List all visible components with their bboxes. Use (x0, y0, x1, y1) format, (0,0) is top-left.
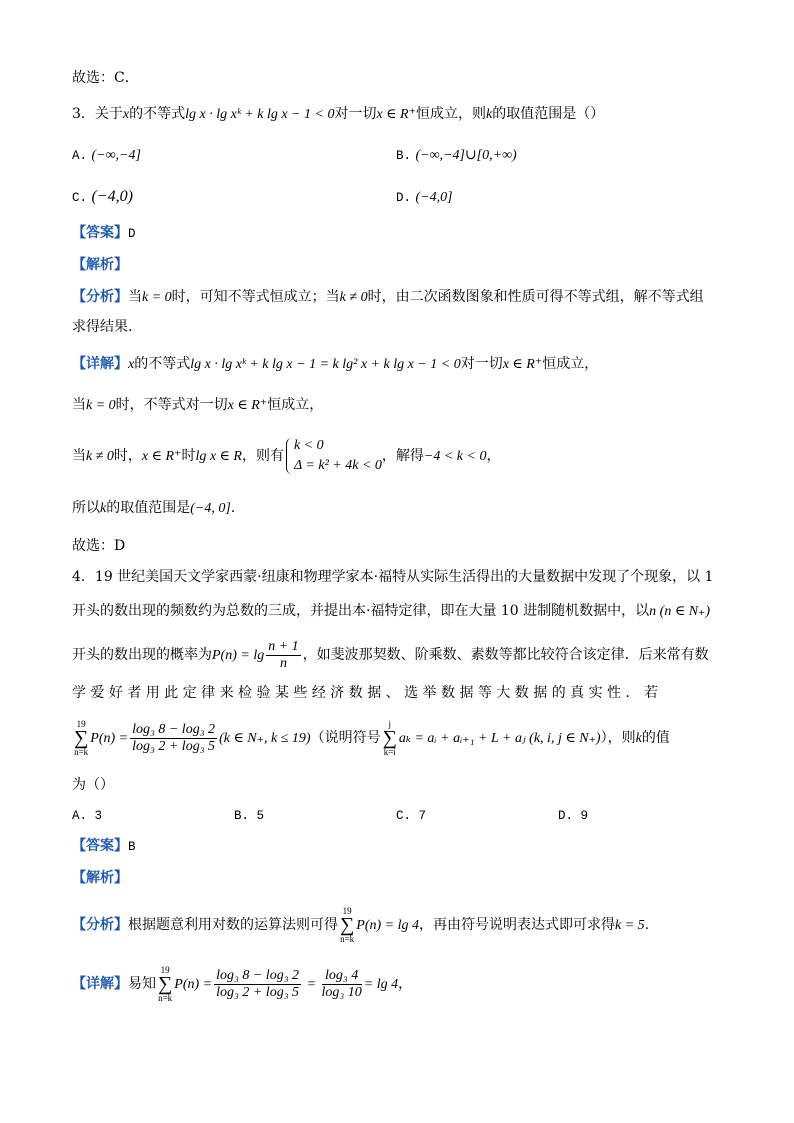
option-value: 7 (418, 809, 427, 823)
sum-lower: n=k (158, 993, 173, 1003)
q4-stem-line2 (72, 601, 710, 622)
math-expression: lg x · lg xᵏ + k lg x − 1 = k lg² x + k lg x − 1 < 0 (190, 357, 461, 372)
text: 的不等式 (134, 356, 191, 372)
fenxi-tag: 【分析】 (72, 917, 128, 933)
text: 当 (72, 448, 86, 464)
q3-option-d (396, 187, 453, 208)
math-n: n (n ∈ N₊) (649, 604, 711, 619)
summation (158, 965, 172, 1003)
text: 时，可知不等式恒成立；当 (171, 289, 340, 305)
option-letter: C. (72, 191, 88, 205)
math-expression: P(n) = lg 4 (356, 918, 419, 933)
inequality-system (284, 436, 382, 476)
math-set: x ∈ R⁺ (141, 449, 182, 464)
text: 对一切 (460, 356, 503, 372)
option-letter: B. (234, 809, 250, 823)
q3-stem (72, 104, 604, 125)
answer-value: B (128, 840, 136, 854)
option-letter: D. (396, 191, 412, 205)
sum-lower: n=k (340, 934, 355, 944)
numerator: log₃ 8 − log₃ 2 (132, 721, 216, 737)
summation (74, 719, 88, 757)
q3-stem-mid1: 的不等式 (129, 106, 186, 122)
text: . (230, 500, 236, 516)
q3-fenxi-line2: 求得结果. (72, 319, 133, 335)
math-k-zero: k = 0 (86, 398, 116, 413)
option-letter: C. (396, 809, 412, 823)
q3-option-c (72, 187, 133, 208)
math-k-zero: k = 0 (142, 290, 172, 305)
denominator: n (279, 655, 287, 671)
fraction (322, 968, 362, 1001)
option-letter: B. (396, 149, 412, 163)
q3-fenxi-line1 (72, 287, 704, 308)
q3-stem-end: 的取值范围是（） (492, 106, 605, 122)
q4-stem-line4: 学 爱 好 者 用 此 定 律 来 检 验 某 些 经 济 数 据 、 选 举 数 据 等 大 数 据 的 真 实 性 ． 若 (72, 685, 658, 701)
q4-fenxi (72, 900, 649, 951)
text: 当 (72, 397, 86, 413)
fenxi-tag: 【分析】 (72, 289, 128, 305)
q4-option-c (396, 806, 426, 826)
sum-upper: 19 (160, 965, 170, 975)
q3-stem-prefix: 3．关于 (72, 106, 123, 122)
math-set: x ∈ R⁺ (227, 398, 268, 413)
q3-stem-suffix: 恒成立，则 (415, 106, 486, 122)
sum-lower: k=i (383, 747, 396, 757)
sum-upper: 19 (342, 906, 352, 916)
analysis-tag: 【解析】 (72, 870, 128, 886)
denominator: log₃ 10 (321, 984, 362, 1000)
numerator: log₃ 4 (322, 968, 362, 985)
text: 时 (181, 448, 196, 464)
denominator: log₃ 2 + log₃ 5 (216, 984, 300, 1000)
numerator: log₃ 8 − log₃ 2 (216, 967, 300, 983)
summation (383, 719, 397, 757)
math-lg: lg x ∈ R (195, 449, 242, 464)
sigma-icon: ∑ (382, 727, 397, 749)
sigma-icon: ∑ (340, 914, 355, 936)
q3-stem-mid2: 对一切 (334, 106, 377, 122)
sum-upper: j (388, 719, 391, 729)
text: 开头的数出现的频数约为总数的三成，并提出本·福特定律，即在大量 10 进制随机数据中，以 (72, 603, 650, 619)
q4-option-d (558, 806, 588, 826)
option-value: 9 (580, 809, 589, 823)
q3-xiangjie-line2 (72, 395, 323, 416)
case-1: k < 0 (293, 438, 324, 453)
option-value: 5 (256, 809, 265, 823)
text: 恒成立， (267, 397, 324, 413)
q4-option-b (234, 806, 264, 826)
option-value: (−∞,−4]∪[0,+∞) (415, 148, 517, 163)
math-range: (−4, 0] (190, 501, 231, 516)
option-value: (−∞,−4] (91, 148, 141, 163)
math-condition: (k ∈ N₊, k ≤ 19) (219, 731, 311, 746)
math-term: P(n) = (90, 731, 129, 746)
q3-option-b (396, 145, 517, 166)
fraction (266, 639, 300, 672)
math-result: = lg 4 (363, 977, 399, 992)
text: 当 (128, 289, 142, 305)
math-x: x (128, 357, 135, 372)
math-solution: −4 < k < 0 (423, 449, 487, 464)
text: 开头的数出现的概率为 (72, 647, 212, 663)
text: 的取值范围是 (106, 500, 191, 516)
xiangjie-tag: 【详解】 (72, 356, 128, 372)
q4-analysis-tag (72, 868, 128, 888)
q4-stem-line1: 4．19 世纪美国天文学家西蒙·纽康和物理学家本·福特从实际生活得出的大量数据中发现了个现象，以 1 (72, 569, 714, 585)
analysis-tag: 【解析】 (72, 257, 128, 273)
xiangjie-tag: 【详解】 (72, 976, 128, 992)
text: 根据题意利用对数的运算法则可得 (128, 917, 338, 933)
math-k-nonzero: k ≠ 0 (339, 290, 368, 305)
option-value: (−4,0] (415, 190, 453, 205)
text: 时，由二次函数图象和性质可得不等式组，解不等式组 (367, 289, 704, 305)
q3-answer (72, 223, 136, 244)
q3-inequality: lg x · lg xᵏ + k lg x − 1 < 0 (185, 107, 335, 122)
q4-answer (72, 836, 136, 857)
text: ， (398, 976, 413, 992)
sum-upper: 19 (76, 719, 86, 729)
math-k: k = 5 (614, 918, 645, 933)
fraction (130, 722, 217, 755)
answer-value: D (128, 227, 136, 241)
text: ，则有 (241, 448, 284, 464)
math-term: P(n) = (174, 977, 213, 992)
summation (340, 906, 354, 944)
q3-option-a (72, 145, 141, 166)
fraction (214, 968, 301, 1001)
q4-option-a (72, 806, 102, 826)
option-letter: A. (72, 809, 88, 823)
numerator: n + 1 (268, 638, 299, 654)
q3-conclusion: 故选：D (72, 538, 126, 554)
math-set: x ∈ R⁺ (502, 357, 543, 372)
case-2: Δ = k² + 4k < 0 (293, 458, 382, 473)
sigma-icon: ∑ (158, 973, 173, 995)
text: 的值 (641, 730, 670, 746)
text: 恒成立， (542, 356, 599, 372)
math-expression: aₖ = aᵢ + aᵢ₊₁ + L + aⱼ (k, i, j ∈ N₊) (398, 731, 601, 746)
math-lhs: P(n) = lg (212, 648, 265, 663)
q3-analysis-tag (72, 255, 128, 275)
sigma-icon: ∑ (74, 727, 89, 749)
q3-xiangjie-line1 (72, 354, 598, 375)
text: ），则 (600, 730, 636, 746)
option-letter: D. (558, 809, 574, 823)
text: ，如斐波那契数、阶乘数、素数等都比较符合该定律．后来常有数 (302, 647, 709, 663)
text: 时，不等式对一切 (115, 397, 228, 413)
q4-stem-line6: 为（） (72, 777, 114, 793)
text: 时， (113, 448, 142, 464)
option-letter: A. (72, 149, 88, 163)
q3-var-x: x (122, 107, 130, 122)
q3-set: x ∈ R⁺ (376, 107, 416, 122)
denominator: log₃ 2 + log₃ 5 (132, 738, 216, 754)
text: 易知 (128, 976, 156, 992)
text: . (644, 917, 650, 933)
text: ，再由符号说明表达式即可求得 (418, 917, 615, 933)
sum-lower: n=k (74, 747, 89, 757)
math-k: k (100, 501, 107, 516)
option-value: (−4,0) (91, 188, 133, 205)
text: ，解得 (381, 448, 424, 464)
text: ， (486, 448, 501, 464)
q4-stem-line3 (72, 632, 709, 679)
answer-tag: 【答案】 (72, 225, 128, 241)
q3-var-k: k (485, 107, 493, 122)
q3-xiangjie-line3 (72, 434, 500, 479)
q3-xiangjie-line4 (72, 498, 235, 519)
math-k: k (635, 731, 642, 746)
math-k-nonzero: k ≠ 0 (86, 449, 114, 464)
text: （说明符号 (310, 730, 381, 746)
q4-xiangjie: 【详解】易知 19 ∑ n=k P(n) = $\frac{\text{log₃ 8 − log₃ 2}}{\text{log₃ 2 + log₃ 5}}$ = $\frac{\text{log₃ 4}}{\text{log₃ 10}}$ = lg 4， (72, 965, 413, 1003)
q2-conclusion: 故选：C． (72, 70, 139, 86)
option-value: 3 (94, 809, 103, 823)
q4-stem-line5 (72, 712, 670, 765)
answer-tag: 【答案】 (72, 838, 128, 854)
text: 所以 (72, 500, 100, 516)
